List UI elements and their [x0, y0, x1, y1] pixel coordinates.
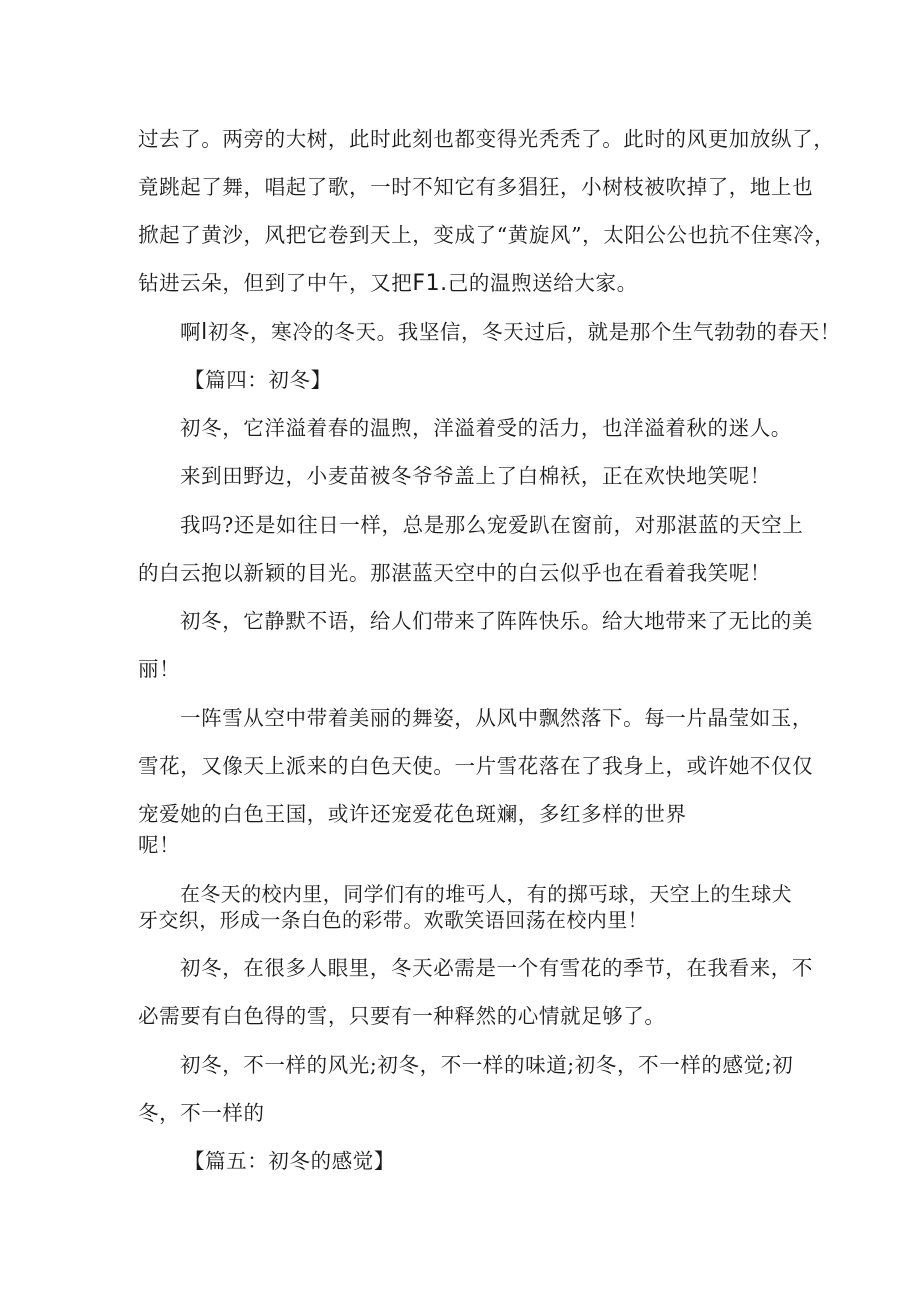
paragraph-line: 一阵雪从空中带着美丽的舞姿，从风中飘然落下。每一片晶莹如玉，	[180, 706, 813, 730]
paragraph-line: 呢！	[138, 833, 181, 857]
paragraph-line: 雪花，又像天上派来的白色天使。一片雪花落在了我身上，或许她不仅仅	[138, 754, 814, 778]
text-fragment: 己的温煦送给大家。	[447, 271, 638, 295]
paragraph-line: 在冬天的校内里，同学们有的堆丐人，有的掷丐球，天空上的生球犬	[180, 882, 792, 906]
paragraph-line: 掀起了黄沙，风把它卷到天上，变成了“黄旋风”，太阳公公也抗不住寒冷，	[138, 223, 836, 247]
paragraph-line: 牙交织，形成一条白色的彩带。欢歌笑语回荡在校内里！	[138, 908, 648, 932]
text-fragment: F1.	[412, 271, 448, 296]
text-fragment: l	[201, 320, 208, 345]
paragraph-line: 我吗?还是如往日一样，总是那么宠爱趴在窗前，对那湛蓝的天空上	[180, 513, 804, 537]
paragraph-line: 冬，不一样的	[138, 1101, 265, 1125]
text-fragment: 钻进云朵，但到了中午，又把	[138, 271, 413, 295]
text-fragment: 啊	[180, 320, 202, 344]
paragraph-line: 初冬，不一样的风光;初冬，不一样的味道;初冬，不一样的感觉;初	[180, 1053, 794, 1077]
paragraph-line	[180, 319, 841, 346]
paragraph-line: 竟跳起了舞，唱起了歌，一时不知它有多猖狂，小树枝被吹掉了，地上也	[138, 175, 814, 199]
paragraph-line: 初冬，它洋溢着春的温煦，洋溢着受的活力，也洋溢着秋的迷人。	[180, 416, 792, 440]
paragraph-line: 过去了。两旁的大树，此时此刻也都变得光秃秃了。此时的风更加放纵了，	[138, 127, 835, 151]
section-heading: 【篇五：初冬的感觉】	[184, 1149, 395, 1173]
paragraph-line: 来到田野边，小麦苗被冬爷爷盖上了白棉袄，正在欢快地笑呢！	[180, 464, 771, 488]
paragraph-line: 宠爱她的白色王国，或许还宠爱花色斑斓，多红多样的世界	[138, 802, 687, 826]
text-fragment: 初冬，寒冷的冬天。我坚信，冬天过后，就是那个生气勃勃的春天！	[207, 320, 841, 344]
paragraph-line: 的白云抱以新颖的目光。那湛蓝天空中的白云似乎也在看着我笑呢！	[138, 561, 771, 585]
paragraph-line: 必需要有白色得的雪，只要有一种释然的心情就足够了。	[138, 1004, 666, 1028]
paragraph-line: 丽！	[138, 657, 181, 681]
paragraph-line: 初冬，它静默不语，给人们带来了阵阵快乐。给大地带来了无比的美	[180, 609, 813, 633]
paragraph-line	[138, 270, 638, 297]
section-heading: 【篇四：初冬】	[184, 368, 332, 392]
paragraph-line: 初冬，在很多人眼里，冬天必需是一个有雪花的季节，在我看来，不	[180, 956, 813, 980]
